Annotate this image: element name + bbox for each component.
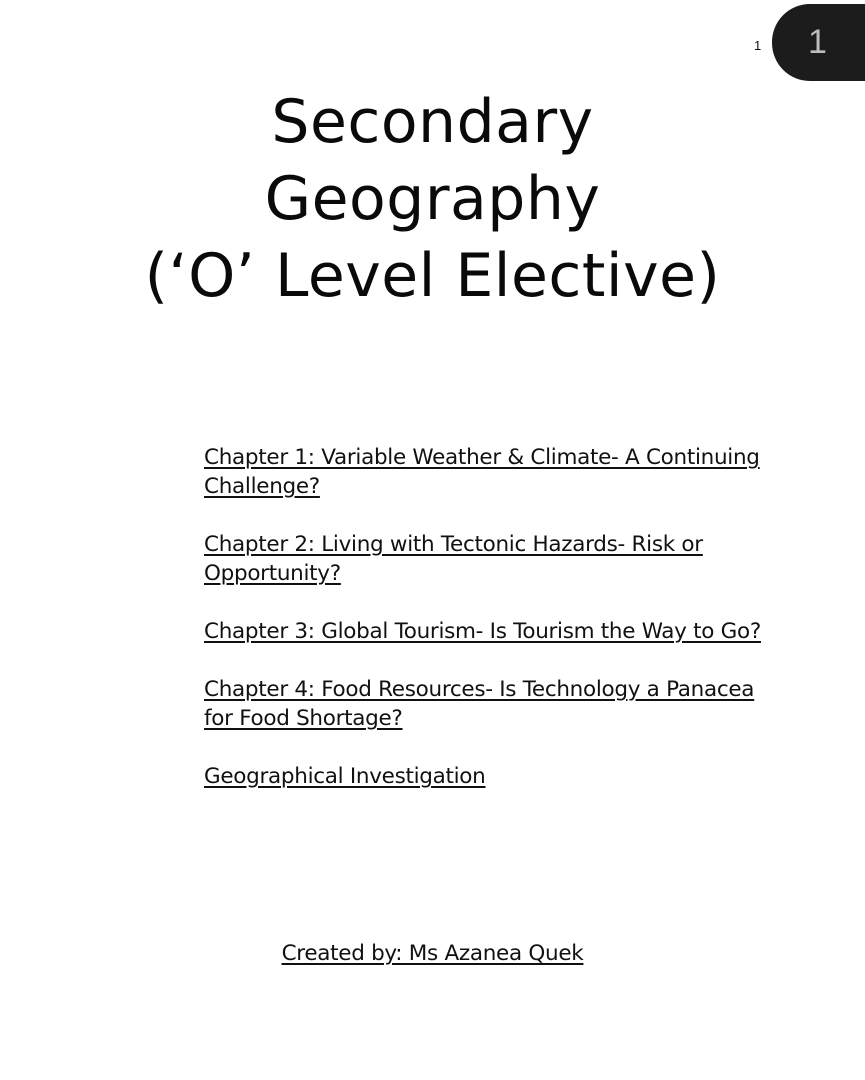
page-number-label: 1 xyxy=(754,38,762,53)
title-line-1: Secondary xyxy=(271,87,594,157)
chapter-list xyxy=(204,443,784,820)
title-line-3: (‘O’ Level Elective) xyxy=(144,241,721,311)
chapter-1-link[interactable]: Chapter 1: Variable Weather & Climate- A Continuing Challenge? xyxy=(204,445,760,499)
title-line-2: Geography xyxy=(264,164,601,234)
chapter-2-link[interactable]: Chapter 2: Living with Tectonic Hazards- Risk or Opportunity? xyxy=(204,532,703,586)
credit-link[interactable]: Created by: Ms Azanea Quek xyxy=(281,941,584,966)
credit xyxy=(0,939,865,968)
page-number-badge xyxy=(772,4,865,81)
geographical-investigation-link[interactable]: Geographical Investigation xyxy=(204,764,486,789)
chapter-4-link[interactable]: Chapter 4: Food Resources- Is Technology a Panacea for Food Shortage? xyxy=(204,677,755,731)
chapter-3-link[interactable]: Chapter 3: Global Tourism- Is Tourism the Way to Go? xyxy=(204,619,761,644)
document-title xyxy=(0,84,865,315)
page-number-badge-text: 1 xyxy=(808,23,827,61)
